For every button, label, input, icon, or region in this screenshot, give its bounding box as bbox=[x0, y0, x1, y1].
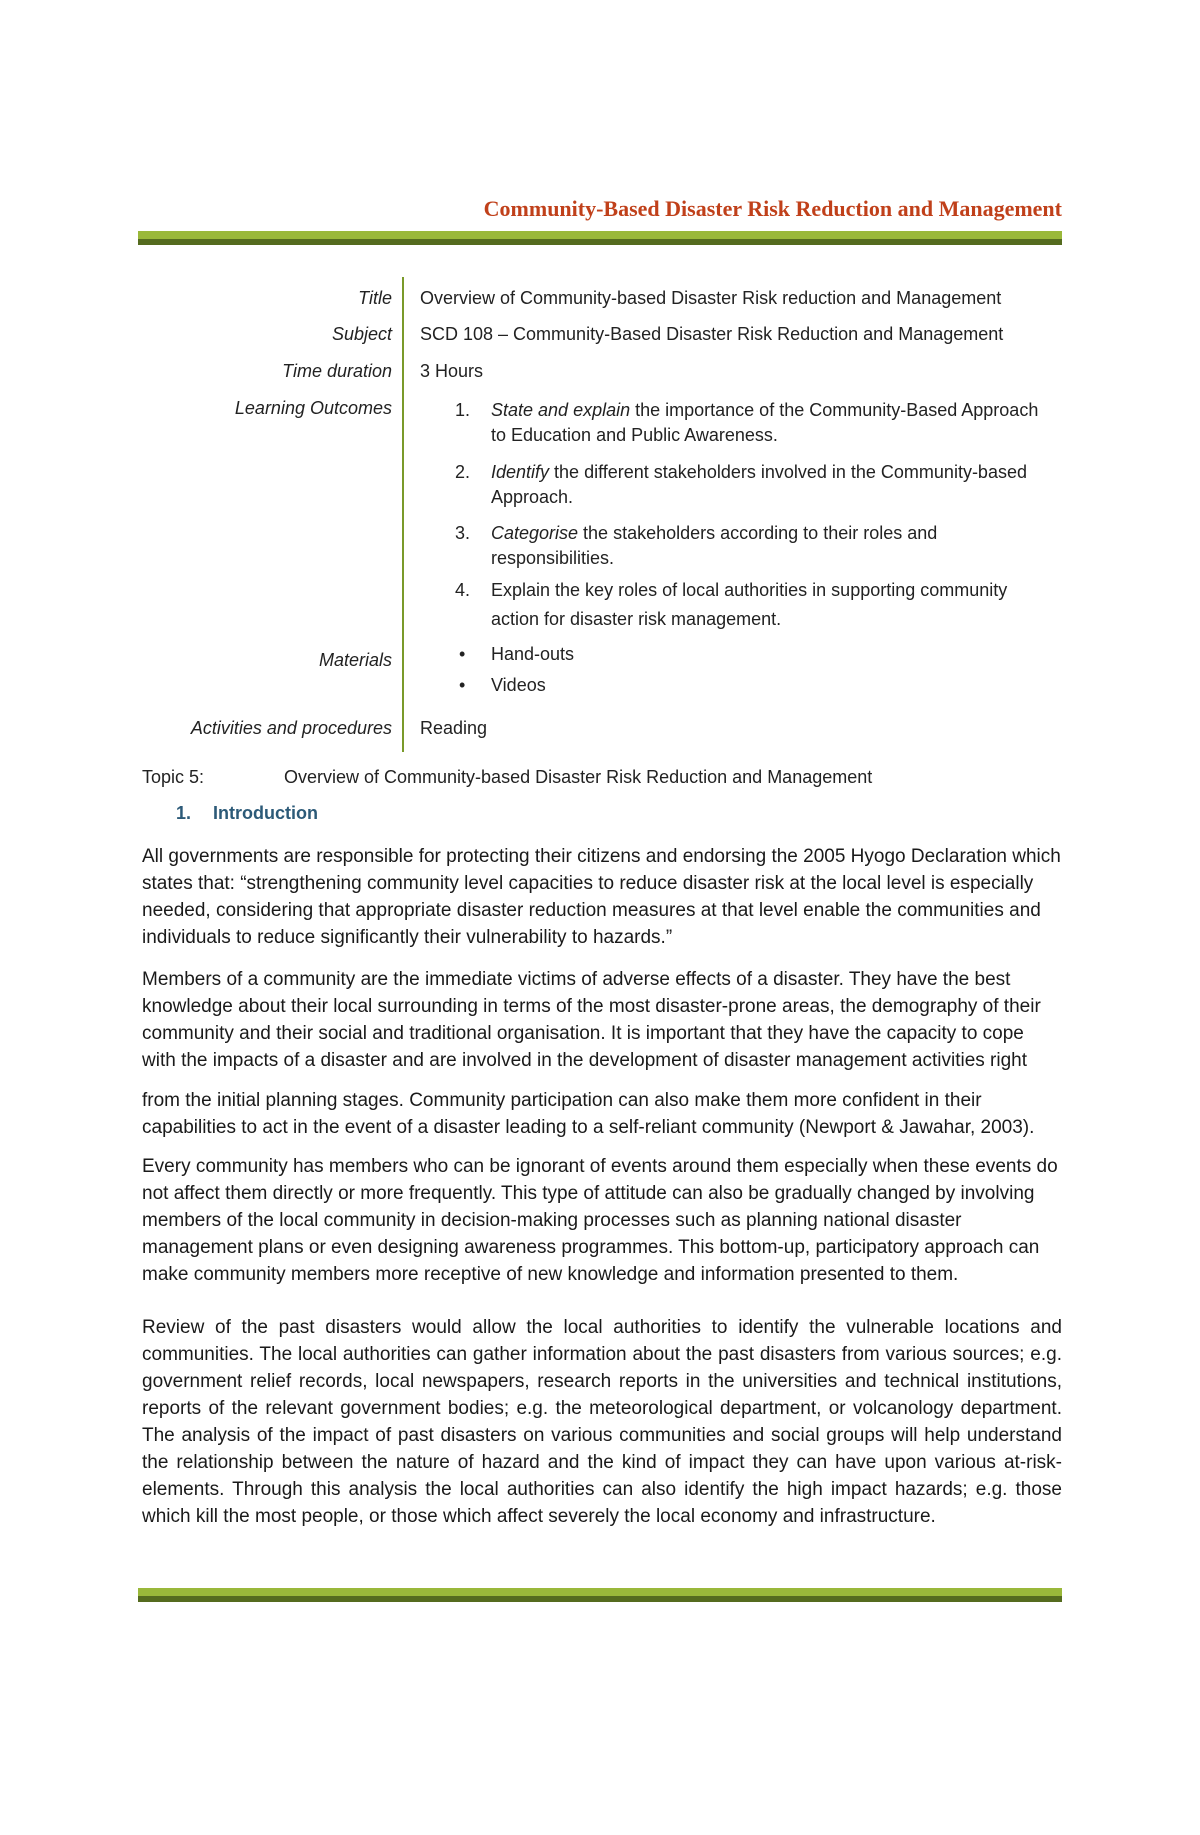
outcome-item bbox=[455, 398, 1045, 448]
topic-label: Topic 5: bbox=[142, 767, 205, 787]
activities-label: Activities and procedures bbox=[190, 718, 392, 738]
header-band-dark bbox=[138, 239, 1062, 245]
activities-value: Reading bbox=[420, 718, 488, 738]
material-item bbox=[455, 644, 574, 665]
bullet-icon: • bbox=[459, 644, 466, 664]
header-band bbox=[138, 231, 1062, 245]
footer-band-light bbox=[138, 1588, 1062, 1596]
footer-band bbox=[138, 1588, 1062, 1602]
outcome-emphasis: Categorise bbox=[491, 523, 579, 543]
section-number: 1. bbox=[176, 803, 192, 823]
topic-line bbox=[142, 767, 873, 788]
time-duration-value: 3 Hours bbox=[420, 361, 484, 381]
outcome-item bbox=[455, 460, 1045, 510]
footer-band-dark bbox=[138, 1596, 1062, 1602]
learning-outcomes-label: Learning Outcomes bbox=[234, 398, 392, 418]
outcome-number: 1. bbox=[455, 400, 471, 420]
outcome-emphasis: State and explain bbox=[491, 400, 631, 420]
outcome-item bbox=[455, 576, 1045, 634]
outcome-emphasis: Identify bbox=[491, 462, 550, 482]
section-title: Introduction bbox=[213, 803, 318, 823]
outcome-text bbox=[491, 398, 1045, 448]
outcome-text bbox=[491, 460, 1045, 510]
outcome-item bbox=[455, 521, 1045, 571]
material-text: Hand-outs bbox=[491, 644, 575, 664]
outcome-rest: the stakeholders according to their roles and responsibilities. bbox=[491, 523, 938, 568]
page-header-title: Community-Based Disaster Risk Reduction and Management bbox=[483, 196, 1062, 221]
paragraph: Review of the past disasters would allow the local authorities to identify the vulnerable locations and communities. The local authorities can gather information about the past disasters from various sources; e.g. government relief records, local newspapers, research reports in the universities and technical institutions, reports of the relevant government bodies; e.g. the meteorological department, or volcanology department. The analysis of the impact of past disasters on various communities and social groups will help understand the relationship between the nature of hazard and the kind of impact they can have upon various at-risk-elements. Through this analysis the local authorities can also identify the high impact hazards; e.g. those which kill the most people, or those which affect severely the local economy and infrastructure. bbox=[142, 1317, 1062, 1527]
topic-title: Overview of Community-based Disaster Risk Reduction and Management bbox=[284, 767, 873, 787]
paragraph: from the initial planning stages. Community participation can also make them more confident in their capabilities to act in the event of a disaster leading to a self-reliant community (Newport & Jawahar, 2003). bbox=[142, 1090, 1035, 1138]
title-value: Overview of Community-based Disaster Risk reduction and Management bbox=[420, 288, 1002, 308]
paragraph: Every community has members who can be ignorant of events around them especially when these events do not affect them directly or more frequently. This type of attitude can also be gradually changed by involving members of the local community in decision-making processes such as planning national disaster management plans or even designing awareness programmes. This bottom-up, participatory approach can make community members more receptive of new knowledge and information presented to them. bbox=[142, 1156, 1058, 1285]
outcome-number: 4. bbox=[455, 580, 471, 600]
paragraph: Members of a community are the immediate victims of adverse effects of a disaster. They have the best knowledge about their local surrounding in terms of the most disaster-prone areas, the demography of their community and their social and traditional organisation. It is important that they have the capacity to cope with the impacts of a disaster and are involved in the development of disaster management activities right bbox=[142, 969, 1041, 1071]
header-band-light bbox=[138, 231, 1062, 239]
meta-divider bbox=[402, 277, 404, 752]
outcome-rest: the importance of the Community-Based Approach to Education and Public Awareness. bbox=[491, 400, 1039, 445]
section-heading bbox=[176, 803, 318, 824]
subject-label: Subject bbox=[331, 324, 392, 344]
material-text: Videos bbox=[491, 675, 546, 695]
outcome-rest: the different stakeholders involved in the Community-based Approach. bbox=[491, 462, 1027, 507]
outcome-text bbox=[491, 576, 1045, 634]
subject-value: SCD 108 – Community-Based Disaster Risk Reduction and Management bbox=[420, 324, 1004, 344]
outcome-number: 3. bbox=[455, 523, 471, 543]
time-duration-label: Time duration bbox=[282, 361, 392, 381]
paragraph: All governments are responsible for protecting their citizens and endorsing the 2005 Hyogo Declaration which states that: “strengthening community level capacities to reduce disaster risk at the local level is especially needed, considering that appropriate disaster reduction measures at that level enable the communities and individuals to reduce significantly their vulnerability to hazards.” bbox=[142, 846, 1061, 948]
title-label: Title bbox=[358, 288, 392, 308]
outcome-rest: Explain the key roles of local authorities in supporting community action for disaster risk management. bbox=[491, 580, 1008, 629]
materials-label: Materials bbox=[318, 650, 392, 670]
outcome-number: 2. bbox=[455, 462, 471, 482]
outcome-text bbox=[491, 521, 1045, 571]
material-item bbox=[455, 675, 546, 696]
bullet-icon: • bbox=[459, 675, 466, 695]
